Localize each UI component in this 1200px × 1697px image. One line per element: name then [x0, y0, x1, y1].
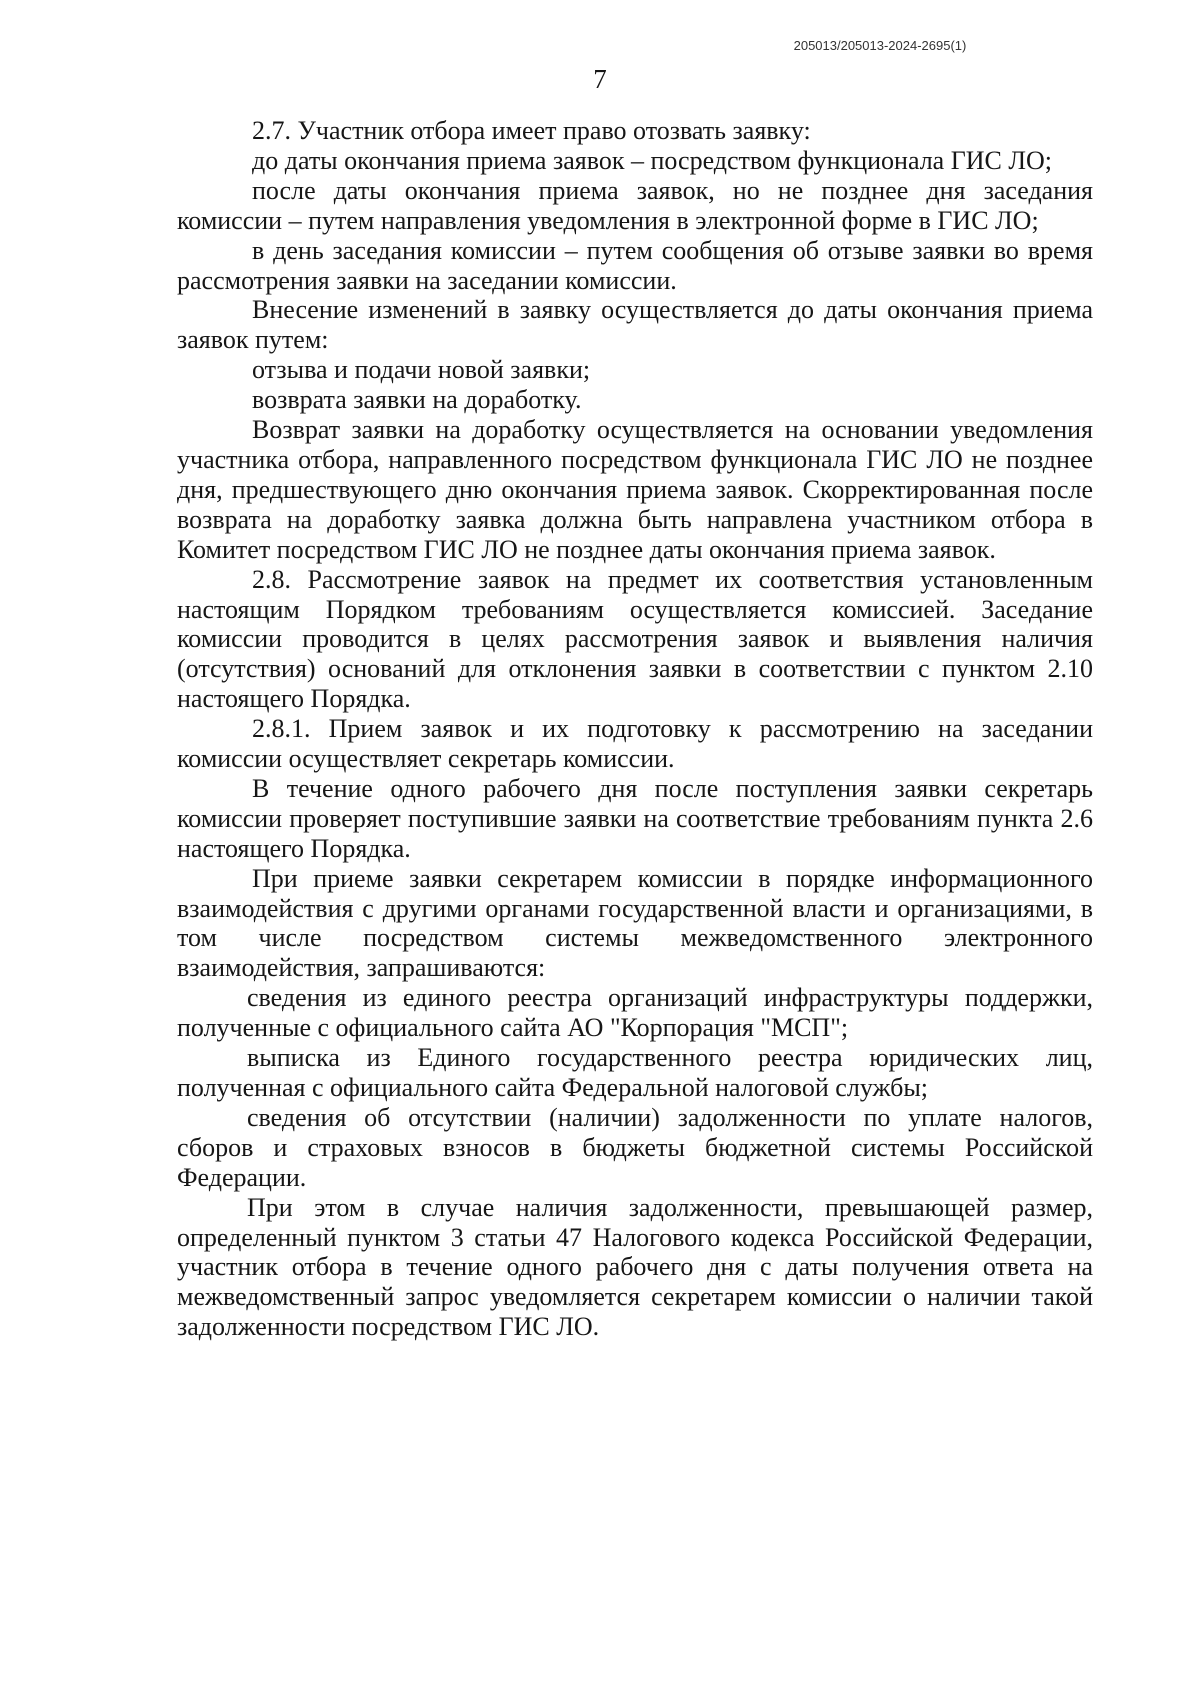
paragraph: Внесение изменений в заявку осуществляется до даты окончания приема заявок путем: — [177, 295, 1093, 355]
paragraph: отзыва и подачи новой заявки; — [252, 355, 591, 385]
document-body — [177, 116, 1093, 1342]
paragraph: В течение одного рабочего дня после поступления заявки секретарь комиссии проверяет поступившие заявки на соответствие требованиям пункта 2.6 настоящего Порядка. — [177, 773, 1093, 863]
paragraph: Возврат заявки на доработку осуществляется на основании уведомления участника отбора, направленного посредством функционала ГИС ЛО не позднее дня, предшествующего дню окончания приема заявок. Скорректированная после возврата на доработку заявка должна быть направлена участником отбора в Комитет посредством ГИС ЛО не позднее даты окончания приема заявок. — [177, 415, 1093, 564]
paragraph: 2.7. Участник отбора имеет право отозвать заявку: — [252, 116, 811, 145]
paragraph: после даты окончания приема заявок, но не позднее дня заседания комиссии – путем направления уведомления в электронной форме в ГИС ЛО; — [177, 175, 1093, 235]
page-number: 7 — [593, 64, 607, 94]
paragraph: При этом в случае наличия задолженности, превышающей размер, определенный пунктом 3 статьи 47 Налогового кодекса Российской Федерации, участник отбора в течение одного рабочего дня с даты получения ответа на межведомственный запрос уведомляется секретарем комиссии о наличии такой задолженности посредством ГИС ЛО. — [177, 1192, 1093, 1342]
paragraph: сведения из единого реестра организаций инфраструктуры поддержки, полученные с официального сайта АО "Корпорация "МСП"; — [177, 983, 1093, 1043]
paragraph: При приеме заявки секретарем комиссии в порядке информационного взаимодействия с другими органами государственной власти и организациями, в том числе посредством системы межведомственного электронного взаимодействия, запрашиваются: — [177, 863, 1093, 983]
paragraph: 2.8. Рассмотрение заявок на предмет их соответствия установленным настоящим Порядком требованиям осуществляется комиссией. Заседание комиссии проводится в целях рассмотрения заявок и выявления наличия (отсутствия) оснований для отклонения заявки в соответствии с пунктом 2.10 настоящего Порядка. — [177, 564, 1093, 714]
paragraph: до даты окончания приема заявок – посредством функционала ГИС ЛО; — [252, 145, 1053, 175]
paragraph: 2.8.1. Прием заявок и их подготовку к рассмотрению на заседании комиссии осуществляет секретарь комиссии. — [177, 714, 1093, 774]
paragraph: в день заседания комиссии – путем сообщения об отзыве заявки во время рассмотрения заявки на заседании комиссии. — [177, 235, 1093, 295]
paragraph: выписка из Единого государственного реестра юридических лиц, полученная с официального сайта Федеральной налоговой службы; — [177, 1043, 1093, 1102]
paragraph: сведения об отсутствии (наличии) задолженности по уплате налогов, сборов и страховых взносов в бюджеты бюджетной системы Российской Федерации. — [177, 1102, 1093, 1192]
document-id: 205013/205013-2024-2695(1) — [793, 38, 967, 53]
paragraph: возврата заявки на доработку. — [252, 385, 582, 415]
